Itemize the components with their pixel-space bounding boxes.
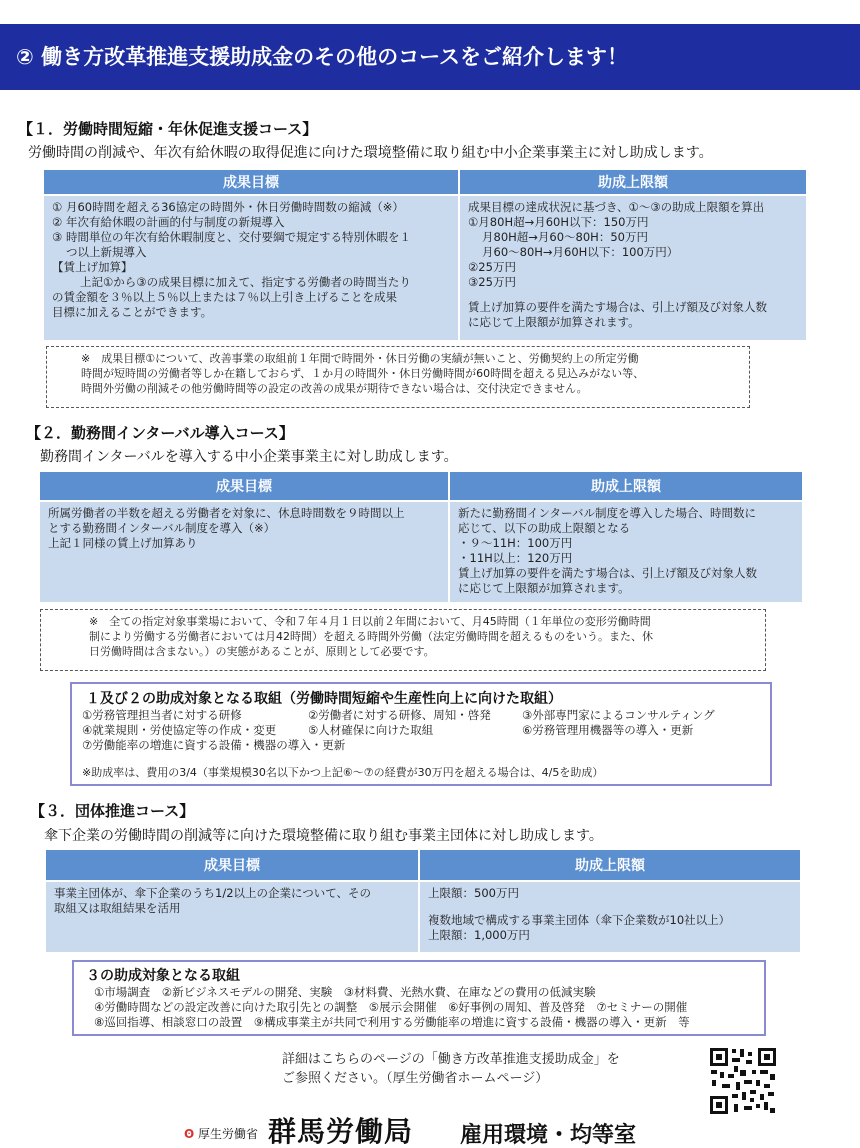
goal-line: の賃金額を３％以上５％以上または７％以上引き上げることを成果: [52, 290, 397, 304]
course3-description: 傘下企業の労働時間の削減等に向けた環境整備に取り組む事業主団体に対し助成します。: [44, 828, 603, 844]
course1-limit-header: 助成上限額: [459, 169, 807, 195]
activity-item: ⑥労務管理用機器等の導入・更新: [522, 723, 694, 737]
course1-note: [46, 346, 750, 408]
goal-line: 事業主団体が、傘下企業のうち1/2以上の企業について、その: [54, 886, 372, 900]
course1-title: 【１．労働時間短縮・年休促進支援コース】: [18, 120, 318, 138]
course2-note: [40, 609, 766, 671]
course3-goal-header: 成果目標: [45, 849, 419, 881]
note-line: 日労働時間は含まない。）の実態があることが、原則として必要です。: [89, 645, 435, 658]
note-line: 時間外労働の削減その他労働時間等の設定の改善の成果が期待できない場合は、交付決定できません。: [81, 382, 588, 395]
limit-line: 月60～80H→月60H以下：100万円）: [482, 245, 679, 259]
ministry-name: 厚生労働省: [198, 1127, 259, 1141]
goal-line: 取組又は取組結果を活用: [54, 901, 181, 915]
course3-table: [44, 848, 802, 954]
activity-item: ⑦労働能率の増進に資する設備・機器の導入・更新: [82, 738, 346, 752]
limit-line: ②25万円: [468, 260, 516, 274]
bureau-name: 群馬労働局: [268, 1115, 414, 1148]
goal-line: 上記１同様の賃上げ加算あり: [48, 536, 198, 550]
activity-item: ⑧巡回指導、相談窓口の設置 ⑨構成事業主が共同で利用する労働能率の増進に資する設備・機器の導入・更新 等: [94, 1015, 690, 1029]
course2-title: 【２．勤務間インターバル導入コース】: [26, 424, 294, 442]
limit-line: 月80H超→月60～80H：50万円: [482, 230, 648, 244]
course2-limit-header: 助成上限額: [449, 471, 803, 501]
reference-text: [282, 1050, 620, 1088]
limit-line: 賃上げ加算の要件を満たす場合は、引上げ額及び対象人数: [458, 566, 757, 580]
note-line: ※ 成果目標①について、改善事業の取組前１年間で時間外・休日労働の実績が無いこと、労働契約上の所定労働: [81, 352, 639, 365]
activity-item: ⑤人材確保に向けた取組: [308, 723, 434, 737]
course2-limit-cell: [449, 501, 803, 603]
reference-line: 詳細はこちらのページの「働き方改革推進支援助成金」を: [282, 1052, 620, 1067]
course2-goal-header: 成果目標: [39, 471, 449, 501]
course1-table: [42, 168, 808, 342]
course1-limit-cell: [459, 195, 807, 341]
activity-item: ①市場調査 ②新ビジネスモデルの開発、実験 ③材料費、光熱水費、在庫などの費用の低減実験: [94, 985, 596, 999]
limit-line: ・９～11H：100万円: [458, 536, 573, 550]
limit-line: 成果目標の達成状況に基づき、①～③の助成上限額を算出: [468, 200, 765, 214]
reference-line: ご参照ください。（厚生労働省ホームページ）: [282, 1071, 549, 1086]
limit-line: 上限額：500万円: [428, 886, 519, 900]
goal-line: 【賃上げ加算】: [52, 260, 133, 274]
course1-goal-header: 成果目標: [43, 169, 459, 195]
activities-row: [82, 723, 760, 738]
note-line: 時間が短時間の労働者等しか在籍しておらず、１か月の時間外・休日労働時間が60時間を超える見込みがない等、: [81, 367, 645, 380]
course1-description: 労働時間の削減や、年次有給休暇の取得促進に向けた環境整備に取り組む中小企業事業主に対し助成します。: [28, 145, 713, 161]
goal-line: ② 年次有給休暇の計画的付与制度の新規導入: [52, 215, 285, 229]
course3-limit-header: 助成上限額: [419, 849, 801, 881]
goal-line: とする勤務間インターバル制度を導入（※）: [48, 521, 276, 535]
course3-limit-cell: [419, 881, 801, 953]
course2-goal-cell: [39, 501, 449, 603]
course3-activities-title: ３の助成対象となる取組: [86, 968, 240, 984]
activity-item: ④労働時間などの設定改善に向けた取引先との調整 ⑤展示会開催 ⑥好事例の周知、普及啓発 ⑦セミナーの開催: [94, 1000, 688, 1014]
course3-title: 【３．団体推進コース】: [30, 802, 195, 820]
activity-item: ④就業規則・労使協定等の作成・変更: [82, 723, 277, 737]
limit-line: に応じて上限額が加算されます。: [468, 315, 640, 329]
activities-row: [82, 708, 760, 723]
course3-activities-box: [72, 960, 766, 1036]
ministry-logo: [184, 1125, 258, 1142]
course12-activities-box: [70, 682, 772, 786]
note-line: ※ 全ての指定対象事業場において、令和７年４月１日以前２年間において、月45時間（１年単位の変形労働時間: [89, 615, 651, 628]
limit-line: 応じて、以下の助成上限額となる: [458, 521, 631, 535]
course2-description: 勤務間インターバルを導入する中小企業事業主に対し助成します。: [40, 449, 458, 465]
course2-table: [38, 470, 804, 604]
subsidy-rate-note: ※助成率は、費用の3/4（事業規模30名以下かつ上記⑥～⑦の経費が30万円を超える場合は、4/5を助成）: [82, 766, 604, 779]
limit-line: 上限額：1,000万円: [428, 928, 530, 942]
activity-item: ③外部専門家によるコンサルティング: [522, 708, 715, 722]
limit-line: ①月80H超→月60H以下：150万円: [468, 215, 649, 229]
activity-item: ②労働者に対する研修、周知・啓発: [308, 708, 491, 722]
limit-line: 新たに勤務間インターバル制度を導入した場合、時間数に: [458, 506, 756, 520]
course1-goal-cell: [43, 195, 459, 341]
activity-item: ①労務管理担当者に対する研修: [82, 708, 242, 722]
limit-line: 賃上げ加算の要件を満たす場合は、引上げ額及び対象人数: [468, 300, 767, 314]
ministry-logo-icon: ʘ: [184, 1127, 195, 1141]
limit-line: 複数地域で構成する事業主団体（傘下企業数が10社以上）: [428, 913, 731, 927]
goal-line: 上記①から③の成果目標に加えて、指定する労働者の時間当たり: [80, 275, 411, 289]
goal-line: つ以上新規導入: [66, 245, 147, 259]
goal-line: 所属労働者の半数を超える労働者を対象に、休息時間数を９時間以上: [48, 506, 405, 520]
goal-line: 目標に加えることができます。: [52, 305, 213, 319]
goal-line: ① 月60時間を超える36協定の時間外・休日労働時間数の縮減（※）: [52, 200, 404, 214]
limit-line: ・11H以上：120万円: [458, 551, 573, 565]
course12-activities-title: １及び２の助成対象となる取組（労働時間短縮や生産性向上に向けた取組）: [86, 691, 562, 707]
limit-line: ③25万円: [468, 275, 516, 289]
goal-line: ③ 時間単位の年次有給休暇制度と、交付要綱で規定する特別休暇を１: [52, 230, 411, 244]
limit-line: に応じて上限額が加算されます。: [458, 581, 630, 595]
course3-goal-cell: [45, 881, 419, 953]
office-name: 雇用環境・均等室: [460, 1123, 637, 1148]
note-line: 制により労働する労働者においては月42時間）を超える時間外労働（法定労働時間を超えるものをいう。また、休: [89, 630, 653, 643]
qr-code-icon[interactable]: [708, 1046, 778, 1116]
page-banner: ② 働き方改革推進支援助成金のその他のコースをご紹介します！: [0, 24, 860, 90]
